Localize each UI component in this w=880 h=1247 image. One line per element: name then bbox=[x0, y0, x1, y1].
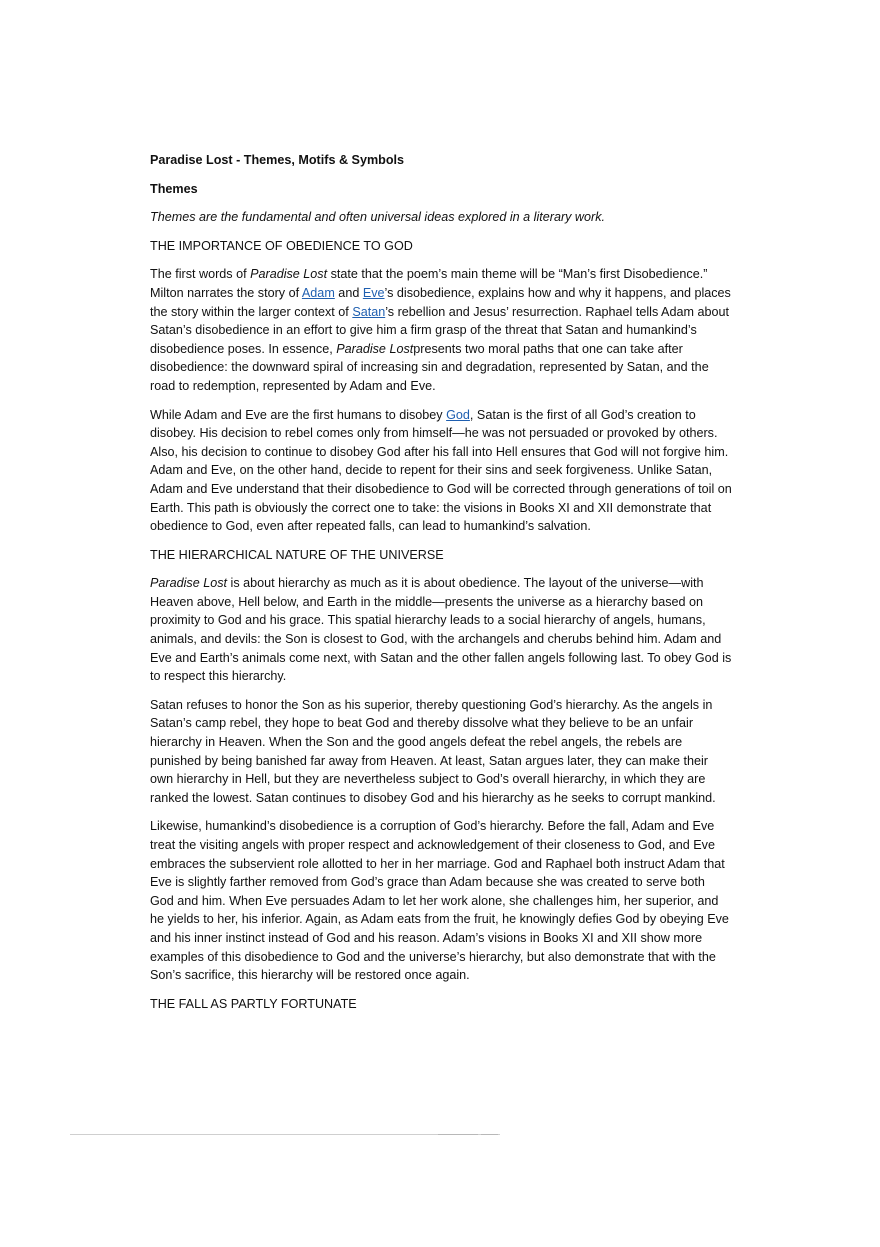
footnote-separator-segment bbox=[481, 1134, 498, 1135]
link-satan[interactable]: Satan bbox=[352, 304, 386, 319]
footnote-separator bbox=[70, 1134, 500, 1135]
text-run: ’s rebellion and Jesus’ resurrection. Raphael tells Adam about Satan’s disobedience in an effort to give him a firm grasp of the threat that Satan and humankind’s disobedience poses. In essence, bbox=[150, 304, 729, 356]
text-run: presents two moral paths that one can take after disobedience: the downward spiral of increasing sin and degradation, represented by Satan, and the road to redemption, represented by Adam and Eve. bbox=[150, 341, 709, 393]
italic-title: Paradise Lost bbox=[336, 341, 414, 356]
italic-title: Paradise Lost bbox=[150, 576, 228, 591]
text-run: is about hierarchy as much as it is about obedience. The layout of the universe—with Heaven above, Hell below, and Earth in the middle—presents the universe as a hierarchy based on proximity to God and his grace. This spatial hierarchy leads to a social hierarchy of angels, humans, animals, and devils: the Son is closest to God, with the archangels and cherubs behind him. Adam and Eve and Earth’s animals come next, with Satan and the other fallen angels following last. To obey God is to respect this hierarchy. bbox=[150, 576, 732, 684]
paragraph-obedience-2 bbox=[150, 406, 732, 536]
text-run: While Adam and Eve are the first humans to disobey bbox=[150, 407, 447, 422]
document-body bbox=[150, 151, 732, 1023]
link-adam[interactable]: Adam bbox=[301, 285, 335, 300]
italic-title: Paradise Lost bbox=[250, 267, 328, 282]
section-title-obedience: THE IMPORTANCE OF OBEDIENCE TO GOD bbox=[150, 238, 413, 253]
paragraph-hierarchy-1 bbox=[150, 574, 732, 686]
paragraph-hierarchy-2: Satan refuses to honor the Son as his superior, thereby questioning God’s hierarchy. As the angels in Satan’s camp rebel, they hope to beat God and thereby dissolve what they believe to be an unfair hierarchy in Heaven. When the Son and the good angels defeat the rebel angels, the rebels are punished by being banished far away from Heaven. At least, Satan argues later, they can make their own hierarchy in Hell, but they are nevertheless subject to God’s overall hierarchy, in which they are ranked the lowest. Satan continues to disobey God and his hierarchy as he seeks to corrupt mankind. bbox=[150, 697, 716, 805]
link-eve[interactable]: Eve bbox=[362, 285, 385, 300]
section-title-fall: THE FALL AS PARTLY FORTUNATE bbox=[150, 996, 357, 1011]
paragraph-obedience-1 bbox=[150, 265, 732, 395]
themes-heading: Themes bbox=[150, 181, 198, 196]
section-title-hierarchy: THE HIERARCHICAL NATURE OF THE UNIVERSE bbox=[150, 547, 444, 562]
document-title: Paradise Lost - Themes, Motifs & Symbols bbox=[150, 153, 405, 167]
themes-intro: Themes are the fundamental and often universal ideas explored in a literary work. bbox=[150, 210, 606, 225]
text-run: and bbox=[334, 285, 363, 300]
paragraph-hierarchy-3: Likewise, humankind’s disobedience is a corruption of God’s hierarchy. Before the fall, Adam and Eve treat the visiting angels with proper respect and acknowledgement of their closeness to God, and Eve embraces the subservient role allotted to her in her marriage. God and Raphael both instruct Adam that Eve is slightly farther removed from God’s grace than Adam because she was created to serve both God and him. When Eve persuades Adam to let her work alone, she challenges him, her superior, and he yields to her, his inferior. Again, as Adam eats from the fruit, he knowingly defies God by obeying Eve and his inner instinct instead of God and his reason. Adam’s visions in Books XI and XII show more examples of this disobedience to God and the universe’s hierarchy, but also demonstrate that with the Son’s sacrifice, this hierarchy will be restored once again. bbox=[150, 819, 729, 983]
text-run: ’s disobedience, explains how and why it happens, and places the story within the larger context of bbox=[150, 285, 731, 319]
text-run: state that the poem’s main theme will be “Man’s first Disobedience.” Milton narrates the story of bbox=[150, 267, 708, 300]
text-run: The first words of bbox=[150, 267, 251, 282]
text-run: , Satan is the first of all God’s creation to disobey. His decision to rebel comes only from himself—he was not persuaded or provoked by others. Also, his decision to continue to disobey God after his fall into Hell ensures that God will not forgive him. Adam and Eve, on the other hand, decide to repent for their sins and seek forgiveness. Unlike Satan, Adam and Eve understand that their disobedience to God will be corrected through generations of toil on Earth. This path is obviously the correct one to take: the visions in Books XI and XII demonstrate that obedience to God, even after repeated falls, can lead to humankind’s salvation. bbox=[150, 407, 732, 534]
link-god[interactable]: God bbox=[446, 407, 470, 422]
footnote-separator-segment bbox=[438, 1134, 478, 1135]
